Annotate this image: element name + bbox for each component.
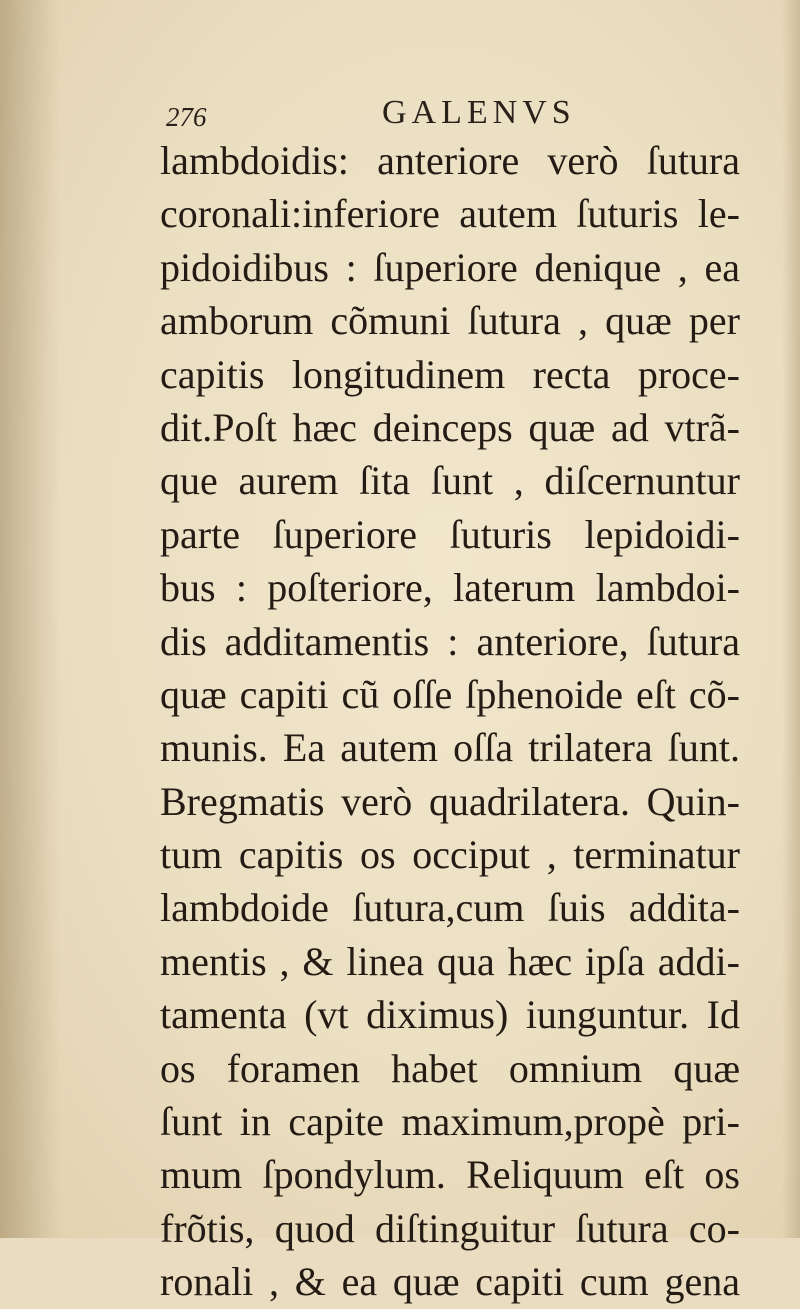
page-edge [782,0,800,1238]
text-line: mentis , & linea qua hæc ipſa addi- [160,938,740,984]
text-line: Bregmatis verò quadrilatera. Quin- [160,778,740,824]
text-line: ſunt in capite maximum,propè pri- [160,1099,740,1145]
page-number: 276 [166,102,207,132]
text-line: capitis longitudinem recta proce- [160,351,740,397]
text-line: ronali , & ea quæ capiti cum gena [160,1259,740,1305]
page-header [166,94,766,134]
text-line: bus : poſteriore, laterum lambdoi- [160,565,740,611]
text-line: tum capitis os occiput , terminatur [160,832,740,878]
text-line: parte ſuperiore ſuturis lepidoidi- [160,511,740,557]
text-line: dis additamentis : anteriore, ſutura [160,618,740,664]
body-text [160,134,740,1309]
text-line: dit.Poſt hæc deinceps quæ ad vtrã- [160,404,740,450]
text-line: tamenta (vt diximus) iunguntur. Id [160,992,740,1038]
text-line: coronali:inferiore autem ſuturis le- [160,191,740,237]
text-line: mum ſpondylum. Reliquum eſt os [160,1152,740,1198]
text-line: munis. Ea autem oſſa trilatera ſunt. [160,725,740,771]
text-line: amborum cõmuni ſutura , quæ per [160,298,740,344]
text-line: os foramen habet omnium quæ [160,1045,740,1091]
running-title: GALENVS [382,94,576,131]
page-gutter-shadow [0,0,60,1238]
text-line: lambdoide ſutura,cum ſuis addita- [160,885,740,931]
text-line: lambdoidis: anteriore verò ſutura [160,138,740,183]
text-line: pidoidibus : ſuperiore denique , ea [160,244,740,290]
text-line: que aurem ſita ſunt , diſcernuntur [160,458,740,504]
text-line: frõtis, quod diſtinguitur ſutura co- [160,1205,740,1251]
text-line: quæ capiti cũ oſſe ſphenoide eſt cõ- [160,671,740,717]
